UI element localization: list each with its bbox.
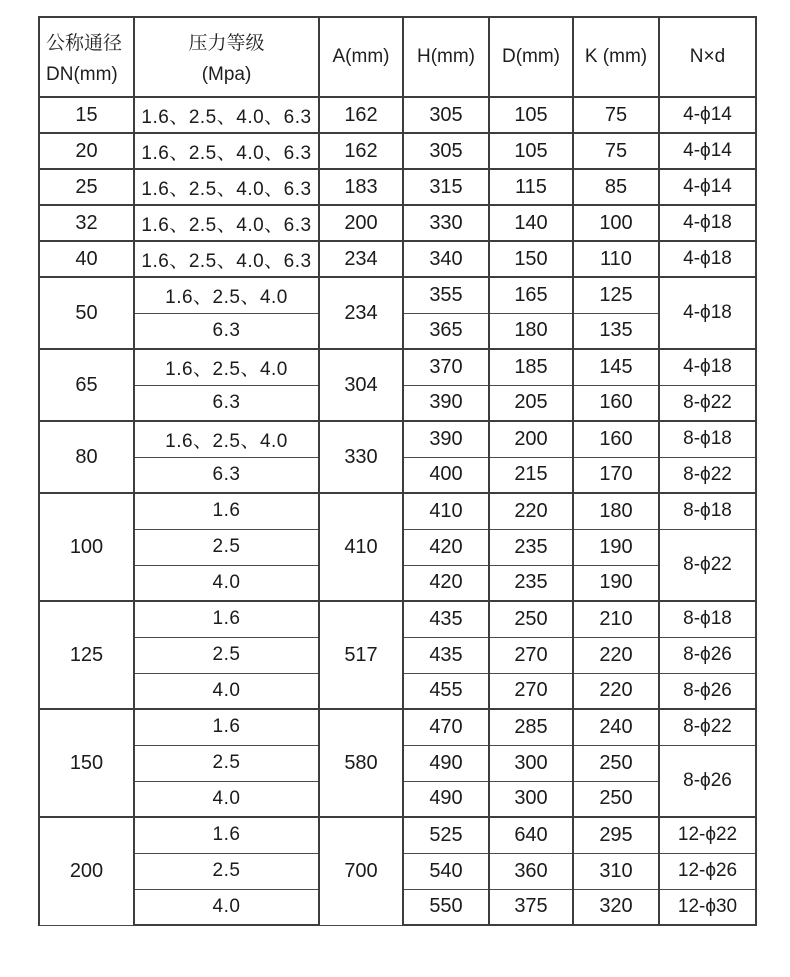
table-row [39, 97, 756, 133]
h-cell: 435 [403, 637, 489, 673]
a-cell: 330 [319, 421, 403, 493]
dn-cell: 80 [39, 421, 134, 493]
pressure-cell: 4.0 [134, 889, 319, 925]
d-cell: 165 [489, 277, 573, 313]
nxd-cell: 4-ϕ18 [659, 349, 756, 385]
dn-cell: 125 [39, 601, 134, 709]
pressure-cell: 1.6 [134, 601, 319, 637]
table-row [39, 709, 756, 745]
d-cell: 215 [489, 457, 573, 493]
nxd-cell: 4-ϕ14 [659, 169, 756, 205]
nxd-cell: 12-ϕ22 [659, 817, 756, 853]
d-cell: 205 [489, 385, 573, 421]
dn-cell: 15 [39, 97, 134, 133]
d-cell: 235 [489, 529, 573, 565]
h-cell: 305 [403, 97, 489, 133]
table-row [39, 421, 756, 457]
h-cell: 435 [403, 601, 489, 637]
header-dn-line2: DN(mm) [46, 64, 118, 85]
nxd-cell: 8-ϕ22 [659, 529, 756, 601]
h-cell: 355 [403, 277, 489, 313]
nxd-cell: 4-ϕ18 [659, 277, 756, 349]
h-cell: 390 [403, 421, 489, 457]
nxd-cell: 8-ϕ18 [659, 601, 756, 637]
pressure-cell: 6.3 [134, 385, 319, 421]
header-a: A(mm) [319, 17, 403, 97]
d-cell: 220 [489, 493, 573, 529]
pressure-cell: 1.6 [134, 493, 319, 529]
a-cell: 580 [319, 709, 403, 817]
k-cell: 110 [573, 241, 659, 277]
dimension-spec-table [38, 16, 757, 926]
header-dn [39, 17, 134, 97]
table-body [39, 97, 756, 925]
d-cell: 140 [489, 205, 573, 241]
a-cell: 162 [319, 97, 403, 133]
nxd-cell: 8-ϕ22 [659, 385, 756, 421]
a-cell: 234 [319, 277, 403, 349]
dn-cell: 25 [39, 169, 134, 205]
k-cell: 170 [573, 457, 659, 493]
nxd-cell: 4-ϕ18 [659, 241, 756, 277]
k-cell: 190 [573, 565, 659, 601]
table-row [39, 169, 756, 205]
a-cell: 162 [319, 133, 403, 169]
header-h: H(mm) [403, 17, 489, 97]
table-row [39, 349, 756, 385]
k-cell: 145 [573, 349, 659, 385]
pressure-cell: 1.6、2.5、4.0 [134, 421, 319, 457]
nxd-cell: 4-ϕ14 [659, 97, 756, 133]
d-cell: 640 [489, 817, 573, 853]
pressure-cell: 1.6 [134, 709, 319, 745]
nxd-cell: 8-ϕ18 [659, 493, 756, 529]
h-cell: 400 [403, 457, 489, 493]
dn-cell: 200 [39, 817, 134, 925]
nxd-cell: 8-ϕ26 [659, 673, 756, 709]
a-cell: 410 [319, 493, 403, 601]
k-cell: 160 [573, 421, 659, 457]
h-cell: 490 [403, 745, 489, 781]
h-cell: 365 [403, 313, 489, 349]
d-cell: 235 [489, 565, 573, 601]
dn-cell: 50 [39, 277, 134, 349]
k-cell: 250 [573, 781, 659, 817]
nxd-cell: 4-ϕ14 [659, 133, 756, 169]
d-cell: 105 [489, 97, 573, 133]
nxd-cell: 8-ϕ22 [659, 709, 756, 745]
h-cell: 340 [403, 241, 489, 277]
nxd-cell: 12-ϕ30 [659, 889, 756, 925]
h-cell: 305 [403, 133, 489, 169]
k-cell: 220 [573, 637, 659, 673]
pressure-cell: 2.5 [134, 745, 319, 781]
pressure-cell: 1.6、2.5、4.0 [134, 349, 319, 385]
k-cell: 75 [573, 97, 659, 133]
d-cell: 185 [489, 349, 573, 385]
dn-cell: 20 [39, 133, 134, 169]
header-pressure [134, 17, 319, 97]
h-cell: 315 [403, 169, 489, 205]
d-cell: 250 [489, 601, 573, 637]
table-row [39, 241, 756, 277]
d-cell: 285 [489, 709, 573, 745]
k-cell: 190 [573, 529, 659, 565]
header-k: K (mm) [573, 17, 659, 97]
d-cell: 375 [489, 889, 573, 925]
header-pressure-line1: 压力等级 [188, 33, 265, 54]
h-cell: 390 [403, 385, 489, 421]
nxd-cell: 4-ϕ18 [659, 205, 756, 241]
header-d: D(mm) [489, 17, 573, 97]
pressure-cell: 6.3 [134, 457, 319, 493]
dn-cell: 150 [39, 709, 134, 817]
d-cell: 360 [489, 853, 573, 889]
pressure-cell: 1.6、2.5、4.0、6.3 [134, 97, 319, 133]
pressure-cell: 1.6、2.5、4.0 [134, 277, 319, 313]
d-cell: 270 [489, 637, 573, 673]
dn-cell: 65 [39, 349, 134, 421]
table-row [39, 817, 756, 853]
k-cell: 295 [573, 817, 659, 853]
h-cell: 420 [403, 565, 489, 601]
h-cell: 330 [403, 205, 489, 241]
d-cell: 300 [489, 781, 573, 817]
pressure-cell: 4.0 [134, 565, 319, 601]
nxd-cell: 8-ϕ26 [659, 745, 756, 817]
h-cell: 420 [403, 529, 489, 565]
k-cell: 135 [573, 313, 659, 349]
nxd-cell: 8-ϕ22 [659, 457, 756, 493]
k-cell: 240 [573, 709, 659, 745]
table-row [39, 133, 756, 169]
k-cell: 125 [573, 277, 659, 313]
a-cell: 200 [319, 205, 403, 241]
k-cell: 85 [573, 169, 659, 205]
h-cell: 550 [403, 889, 489, 925]
d-cell: 270 [489, 673, 573, 709]
dn-cell: 40 [39, 241, 134, 277]
k-cell: 75 [573, 133, 659, 169]
pressure-cell: 2.5 [134, 529, 319, 565]
h-cell: 370 [403, 349, 489, 385]
pressure-cell: 2.5 [134, 853, 319, 889]
d-cell: 200 [489, 421, 573, 457]
a-cell: 304 [319, 349, 403, 421]
nxd-cell: 8-ϕ26 [659, 637, 756, 673]
h-cell: 540 [403, 853, 489, 889]
pressure-cell: 1.6、2.5、4.0、6.3 [134, 241, 319, 277]
nxd-cell: 8-ϕ18 [659, 421, 756, 457]
pressure-cell: 1.6 [134, 817, 319, 853]
a-cell: 183 [319, 169, 403, 205]
pressure-cell: 6.3 [134, 313, 319, 349]
k-cell: 310 [573, 853, 659, 889]
header-nxd: N×d [659, 17, 756, 97]
table-row [39, 205, 756, 241]
pressure-cell: 1.6、2.5、4.0、6.3 [134, 133, 319, 169]
d-cell: 105 [489, 133, 573, 169]
pressure-cell: 1.6、2.5、4.0、6.3 [134, 205, 319, 241]
pressure-cell: 1.6、2.5、4.0、6.3 [134, 169, 319, 205]
k-cell: 100 [573, 205, 659, 241]
a-cell: 700 [319, 817, 403, 925]
a-cell: 234 [319, 241, 403, 277]
a-cell: 517 [319, 601, 403, 709]
header-row [39, 17, 756, 97]
k-cell: 250 [573, 745, 659, 781]
header-dn-line1: 公称通径 [46, 33, 123, 54]
d-cell: 180 [489, 313, 573, 349]
d-cell: 150 [489, 241, 573, 277]
k-cell: 160 [573, 385, 659, 421]
pressure-cell: 4.0 [134, 673, 319, 709]
dn-cell: 100 [39, 493, 134, 601]
h-cell: 490 [403, 781, 489, 817]
k-cell: 220 [573, 673, 659, 709]
dn-cell: 32 [39, 205, 134, 241]
k-cell: 210 [573, 601, 659, 637]
h-cell: 410 [403, 493, 489, 529]
d-cell: 115 [489, 169, 573, 205]
h-cell: 525 [403, 817, 489, 853]
table-row [39, 493, 756, 529]
h-cell: 470 [403, 709, 489, 745]
h-cell: 455 [403, 673, 489, 709]
table-row [39, 601, 756, 637]
pressure-cell: 4.0 [134, 781, 319, 817]
k-cell: 320 [573, 889, 659, 925]
table-row [39, 277, 756, 313]
k-cell: 180 [573, 493, 659, 529]
pressure-cell: 2.5 [134, 637, 319, 673]
d-cell: 300 [489, 745, 573, 781]
header-pressure-line2: (Mpa) [201, 64, 252, 85]
nxd-cell: 12-ϕ26 [659, 853, 756, 889]
